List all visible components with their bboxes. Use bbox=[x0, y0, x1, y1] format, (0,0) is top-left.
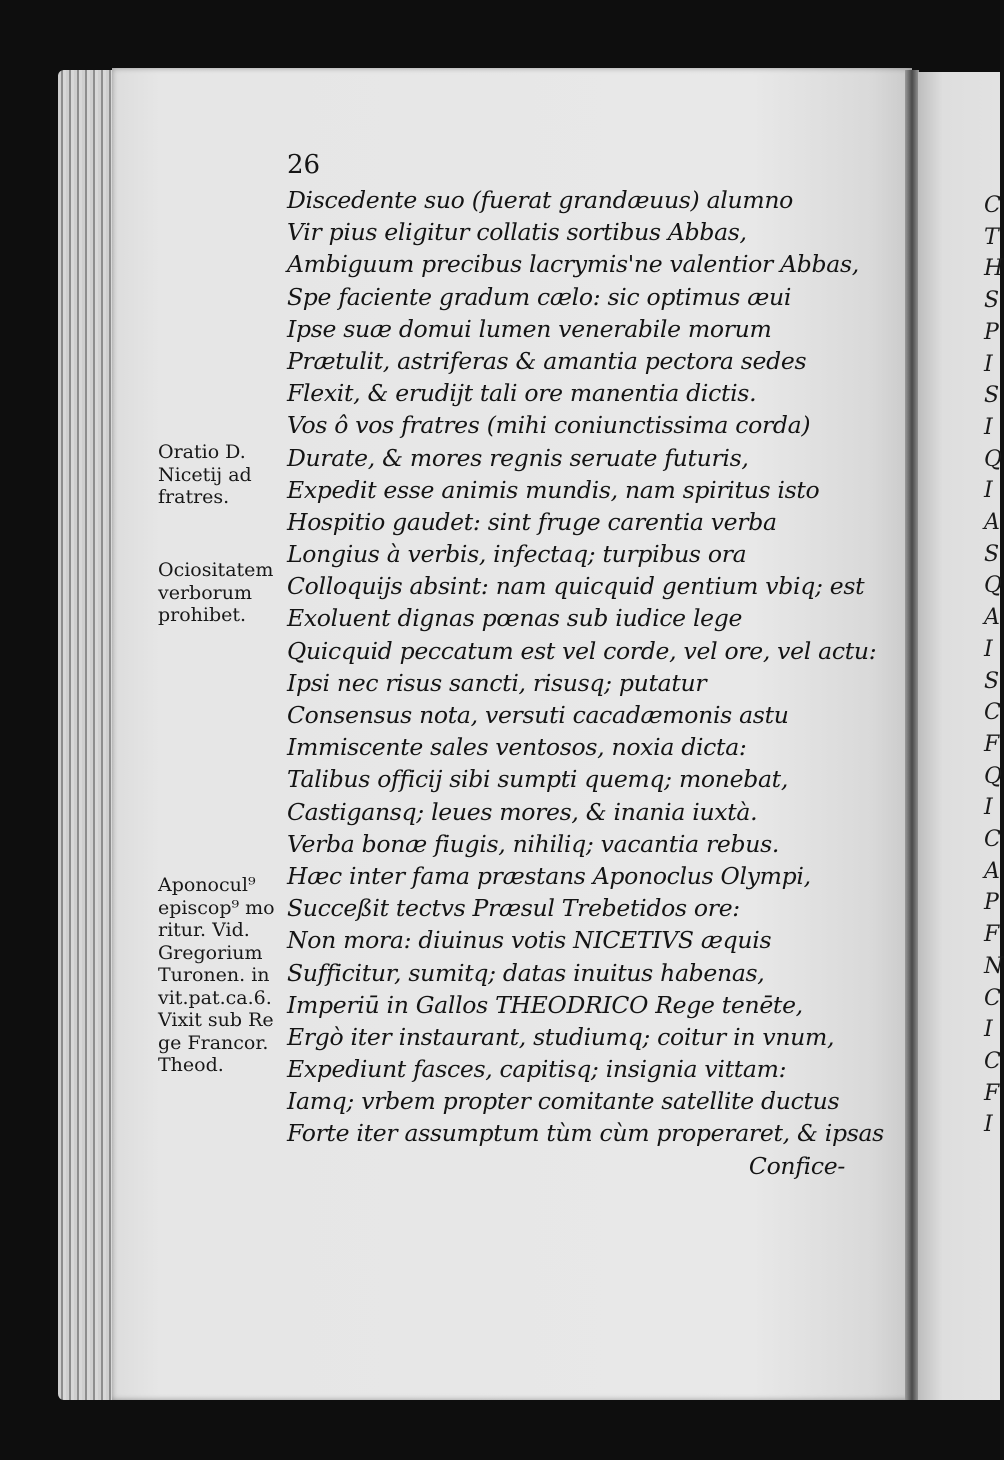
verse-line: Expediunt fasces, capitisq; insignia vittam: bbox=[287, 1055, 787, 1084]
margin-note-line: Ociositatem bbox=[158, 559, 274, 581]
verse-line: Ipsi nec risus sancti, risusq; putatur bbox=[287, 668, 707, 697]
facing-page-initial: C bbox=[984, 827, 1001, 853]
facing-page-initial: S bbox=[984, 288, 1000, 314]
verse-line: Sufficitur, sumitq; datas inuitus habenas, bbox=[287, 958, 765, 987]
facing-page-initial: A bbox=[984, 510, 1000, 536]
verse-line: Quicquid peccatum est vel corde, vel ore, vel actu: bbox=[287, 636, 877, 665]
facing-page-initial: F bbox=[984, 731, 1000, 757]
facing-page-initial: I bbox=[984, 1112, 993, 1138]
verse-line: Exoluent dignas pœnas sub iudice lege bbox=[287, 604, 743, 633]
verse-line: Vir pius eligitur collatis sortibus Abbas, bbox=[287, 218, 747, 247]
facing-page-initial: S bbox=[984, 383, 1000, 409]
verse-line: Prætulit, astriferas & amantia pectora sedes bbox=[287, 346, 807, 375]
verse-line: Imperiū in Gallos THEODRICO Rege tenēte, bbox=[287, 990, 803, 1019]
verse-line: Hospitio gaudet: sint fruge carentia verba bbox=[287, 507, 777, 536]
facing-page-initial: I bbox=[984, 636, 993, 662]
margin-note-line: Oratio D. bbox=[158, 441, 246, 463]
facing-page-initial: F bbox=[984, 1080, 1000, 1106]
verse-line: Immiscente sales ventosos, noxia dicta: bbox=[287, 733, 747, 762]
verse-line: Longius à verbis, infectaq; turpibus ora bbox=[287, 540, 747, 569]
facing-page-initial: I bbox=[984, 478, 993, 504]
margin-note-line: Theod. bbox=[158, 1054, 224, 1076]
margin-note-line: ge Francor. bbox=[158, 1031, 269, 1054]
facing-page-initial: S bbox=[984, 668, 1000, 694]
verse-line: Iamq; vrbem propter comitante satellite ductus bbox=[287, 1087, 840, 1116]
margin-note-aponoclus bbox=[158, 874, 293, 1077]
verse-line: Talibus officij sibi sumpti quemq; monebat, bbox=[287, 765, 788, 794]
facing-page-initial: T bbox=[984, 224, 999, 250]
facing-page-initial: C bbox=[984, 700, 1001, 726]
facing-page-initial: H bbox=[984, 256, 1004, 282]
verse-line: Ergò iter instaurant, studiumq; coitur in vnum, bbox=[287, 1022, 835, 1051]
verse-line: Non mora: diuinus votis NICETIVS æquis bbox=[287, 926, 772, 955]
facing-page-initial: A bbox=[984, 858, 1000, 884]
facing-page-initial: A bbox=[984, 605, 1000, 631]
facing-page-initials bbox=[984, 190, 1004, 1141]
margin-note-oratio bbox=[158, 441, 293, 509]
margin-note-ociositatem bbox=[158, 559, 293, 627]
facing-page-initial: I bbox=[984, 1017, 993, 1043]
facing-page-initial: C bbox=[984, 1048, 1001, 1074]
verse-line: Forte iter assumptum tùm cùm properaret, & ipsas bbox=[287, 1119, 884, 1148]
margin-note-line: ritur. Vid. bbox=[158, 919, 250, 941]
verse-line: Spe faciente gradum cælo: sic optimus æui bbox=[287, 282, 792, 311]
book-gutter bbox=[905, 70, 919, 1400]
verse-line: Ipse suæ domui lumen venerabile morum bbox=[287, 314, 772, 343]
facing-page-initial: F bbox=[984, 922, 1000, 948]
verse-line: Expedit esse animis mundis, nam spiritus isto bbox=[287, 475, 820, 504]
verse-line: Durate, & mores regnis seruate futuris, bbox=[287, 443, 749, 472]
facing-page-initial: I bbox=[984, 795, 993, 821]
margin-note-line: Vixit sub Re bbox=[158, 1009, 274, 1031]
verse-line: Ambiguum precibus lacrymis'ne valentior Abbas, bbox=[287, 250, 859, 279]
page-number: 26 bbox=[287, 150, 321, 180]
facing-page-initial: C bbox=[984, 193, 1001, 218]
facing-page-initial: N bbox=[984, 953, 1004, 979]
verse-line: Succeßit tectvs Præsul Trebetidos ore: bbox=[287, 894, 740, 923]
verse-line: Hæc inter fama præstans Aponoclus Olympi, bbox=[287, 861, 811, 890]
facing-page-initial: P bbox=[984, 319, 999, 345]
margin-note-line: Aponocul⁹ bbox=[158, 874, 256, 896]
page-edges bbox=[58, 70, 120, 1400]
verse-line: Vos ô vos fratres (mihi coniunctissima corda) bbox=[287, 411, 811, 440]
margin-note-line: vit.pat.ca.6. bbox=[158, 986, 272, 1009]
margin-note-line: episcop⁹ mo bbox=[158, 896, 275, 919]
margin-note-line: prohibet. bbox=[158, 604, 247, 626]
facing-page-initial: I bbox=[984, 351, 993, 377]
facing-page-initial: Q bbox=[984, 446, 1003, 472]
facing-page-initial: P bbox=[984, 890, 999, 916]
facing-page-initial: I bbox=[984, 414, 993, 440]
facing-page-initial: Q bbox=[984, 763, 1003, 789]
facing-page-initial: C bbox=[984, 985, 1001, 1011]
verse-line: Castigansq; leues mores, & inania iuxtà. bbox=[287, 797, 758, 826]
verse-line: Colloquijs absint: nam quicquid gentium vbiq; est bbox=[287, 572, 865, 601]
catchword: Confice- bbox=[748, 1151, 845, 1180]
verse-line: Verba bonæ fiugis, nihiliq; vacantia rebus. bbox=[287, 829, 780, 858]
margin-note-line: verborum bbox=[158, 581, 252, 604]
verse-line: Consensus nota, versuti cacadæmonis astu bbox=[287, 701, 789, 729]
poem-text bbox=[287, 184, 884, 1182]
margin-note-line: Gregorium bbox=[158, 941, 263, 964]
verse-line: Discedente suo (fuerat grandæuus) alumno bbox=[287, 186, 794, 214]
facing-page-initial: S bbox=[984, 541, 1000, 567]
margin-note-line: Turonen. in bbox=[158, 964, 270, 986]
margin-note-line: Nicetij ad bbox=[158, 463, 252, 486]
facing-page-initial: Q bbox=[984, 573, 1003, 599]
margin-note-line: fratres. bbox=[158, 486, 230, 508]
verse-line: Flexit, & erudijt tali ore manentia dictis. bbox=[287, 379, 757, 408]
